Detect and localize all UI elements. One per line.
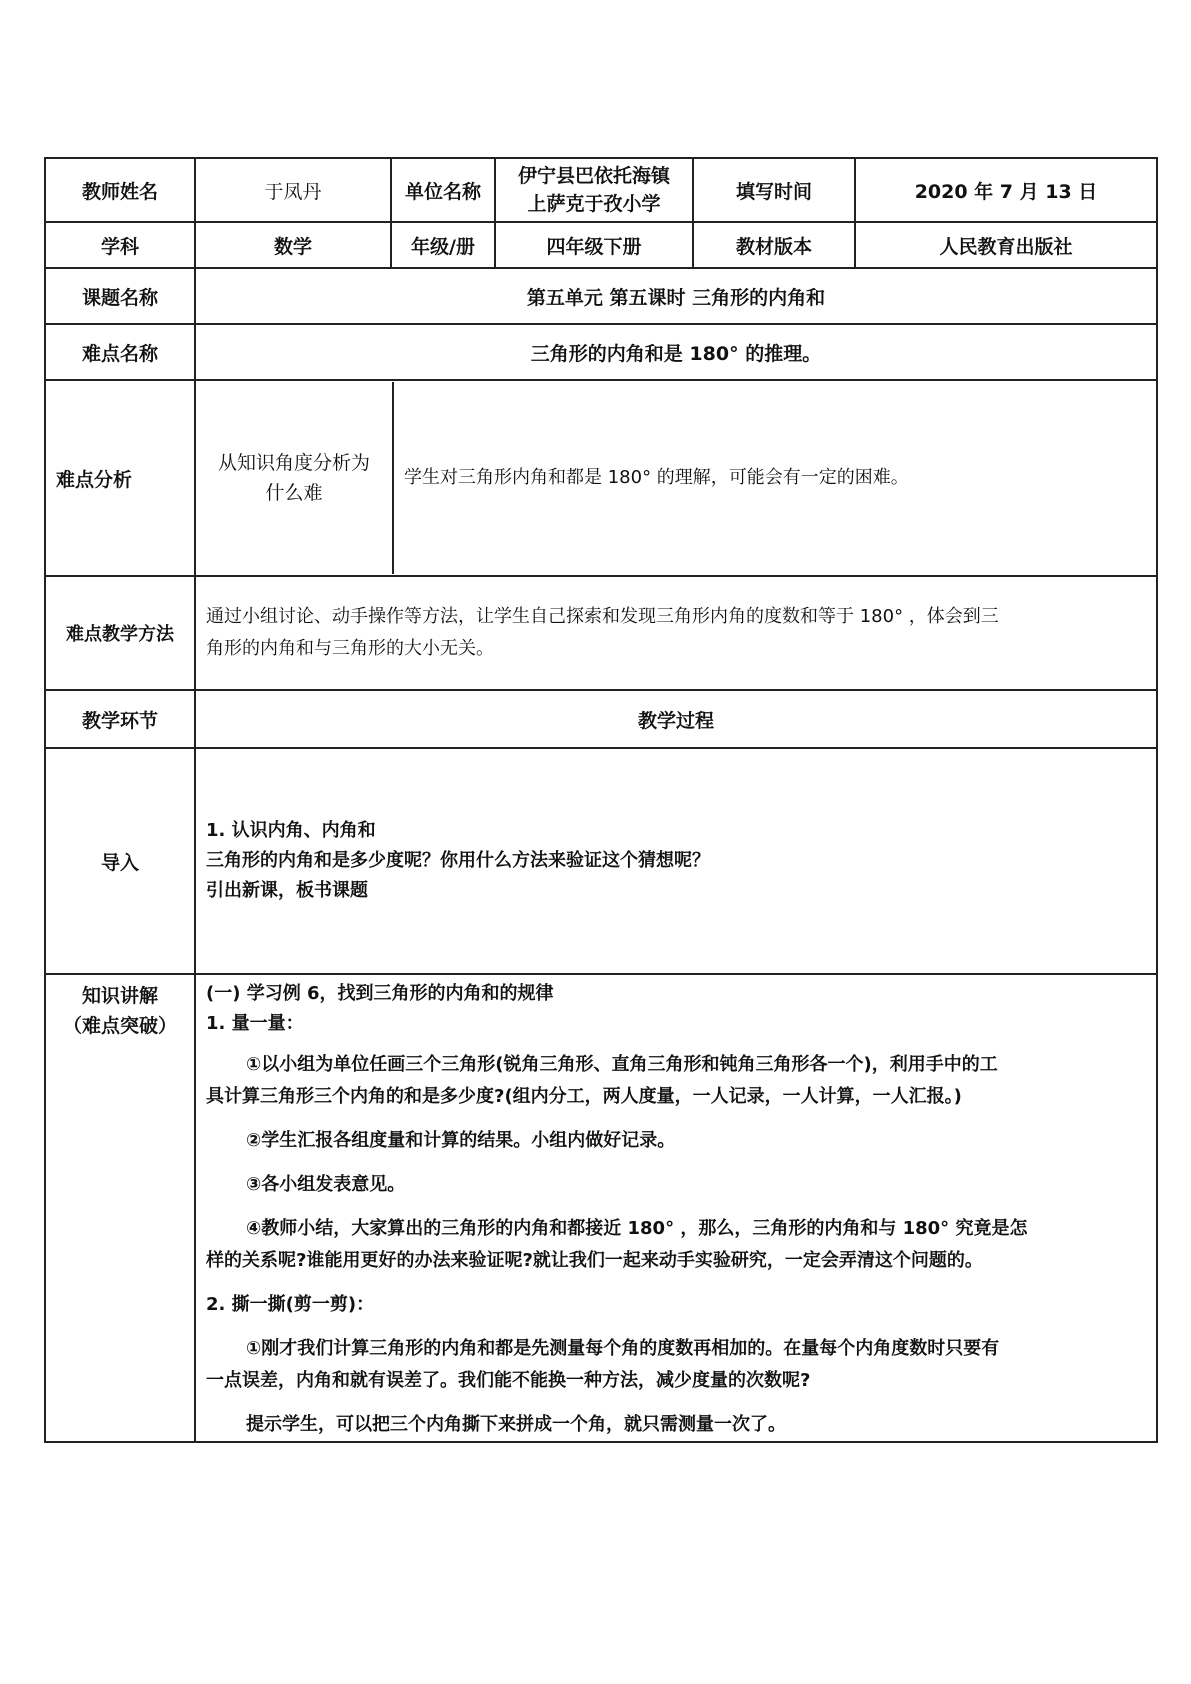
- intro-line-2: 三角形的内角和是多少度呢？你用什么方法来验证这个猜想呢？: [206, 850, 710, 871]
- edition-label: 教材版本: [693, 222, 855, 268]
- intro-line-1: 1. 认识内角、内角和: [206, 820, 376, 841]
- teacher-label: 教师姓名: [45, 158, 195, 222]
- knowledge-label-line2: （难点突破）: [62, 1015, 177, 1037]
- step1-item-4a: ④教师小结，大家算出的三角形的内角和都接近 180° ，那么，三角形的内角和与 180° 究竟是怎: [246, 1218, 1028, 1239]
- lesson-plan-sheet: [44, 157, 1156, 1443]
- method-text-line2: 角形的内角和与三角形的大小无关。: [206, 638, 494, 659]
- step1-item-3: ③各小组发表意见。: [246, 1174, 406, 1195]
- row-teacher-info: [45, 158, 1157, 222]
- topic-value: 第五单元 第五课时 三角形的内角和: [195, 268, 1157, 324]
- edition-value: 人民教育出版社: [855, 222, 1157, 268]
- lesson-plan-table: [44, 157, 1158, 1443]
- knowledge-heading: (一) 学习例 6，找到三角形的内角和的规律: [206, 983, 554, 1004]
- process-label: 教学环节: [45, 690, 195, 748]
- step1-title: 1. 量一量：: [206, 1013, 304, 1034]
- difficulty-value: 三角形的内角和是 180° 的推理。: [195, 324, 1157, 380]
- unit-label: 单位名称: [391, 158, 495, 222]
- analysis-text: 学生对三角形内角和都是 180° 的理解，可能会有一定的困难。: [393, 382, 1156, 574]
- date-label: 填写时间: [693, 158, 855, 222]
- row-topic: [45, 268, 1157, 324]
- method-text-line1: 通过小组讨论、动手操作等方法，让学生自己探索和发现三角形内角的度数和等于 180° ，体会到三: [206, 606, 999, 627]
- step2-item-2: 提示学生，可以把三个内角撕下来拼成一个角，就只需测量一次了。: [246, 1414, 786, 1435]
- row-subject-info: [45, 222, 1157, 268]
- analysis-cell: [195, 380, 1157, 576]
- process-value: 教学过程: [195, 690, 1157, 748]
- knowledge-label-line1: 知识讲解: [81, 985, 158, 1007]
- analysis-inner: [196, 382, 1156, 574]
- row-method: [45, 576, 1157, 690]
- subject-value: 数学: [195, 222, 391, 268]
- topic-label: 课题名称: [45, 268, 195, 324]
- row-analysis: [45, 380, 1157, 576]
- analysis-sub-label-line2: 什么难: [265, 482, 323, 504]
- row-knowledge: [45, 974, 1157, 1442]
- subject-label: 学科: [45, 222, 195, 268]
- knowledge-text: [195, 974, 1157, 1442]
- knowledge-label: [45, 974, 195, 1442]
- method-text: [195, 576, 1157, 690]
- intro-line-3: 引出新课，板书课题: [206, 880, 368, 901]
- grade-value: 四年级下册: [495, 222, 693, 268]
- unit-value-line1: 伊宁县巴依托海镇: [517, 165, 670, 187]
- step1-item-1a: ①以小组为单位任画三个三角形(锐角三角形、直角三角形和钝角三角形各一个)，利用手中的工: [246, 1054, 998, 1075]
- step2-title: 2. 撕一撕(剪一剪)：: [206, 1294, 375, 1315]
- analysis-sub-label: [196, 382, 393, 574]
- unit-value: [495, 158, 693, 222]
- difficulty-label: 难点名称: [45, 324, 195, 380]
- unit-value-line2: 上萨克于孜小学: [527, 193, 661, 215]
- step1-item-2: ②学生汇报各组度量和计算的结果。小组内做好记录。: [246, 1130, 676, 1151]
- row-difficulty: [45, 324, 1157, 380]
- grade-label: 年级/册: [391, 222, 495, 268]
- method-label: 难点教学方法: [45, 576, 195, 690]
- step1-item-4b: 样的关系呢?谁能用更好的办法来验证呢?就让我们一起来动手实验研究，一定会弄清这个问题的。: [206, 1250, 983, 1271]
- step2-item-1b: 一点误差，内角和就有误差了。我们能不能换一种方法，减少度量的次数呢?: [206, 1370, 811, 1391]
- step2-item-1a: ①刚才我们计算三角形的内角和都是先测量每个角的度数再相加的。在量每个内角度数时只要有: [246, 1338, 1000, 1359]
- row-intro: [45, 748, 1157, 974]
- intro-label: 导入: [45, 748, 195, 974]
- step1-item-1b: 具计算三角形三个内角的和是多少度?(组内分工，两人度量，一人记录，一人计算，一人汇报。): [206, 1086, 962, 1107]
- row-process-header: [45, 690, 1157, 748]
- analysis-sub-label-line1: 从知识角度分析为: [217, 452, 370, 474]
- analysis-label: 难点分析: [45, 380, 195, 576]
- date-value: 2020 年 7 月 13 日: [855, 158, 1157, 222]
- intro-text: [195, 748, 1157, 974]
- teacher-value: 于凤丹: [195, 158, 391, 222]
